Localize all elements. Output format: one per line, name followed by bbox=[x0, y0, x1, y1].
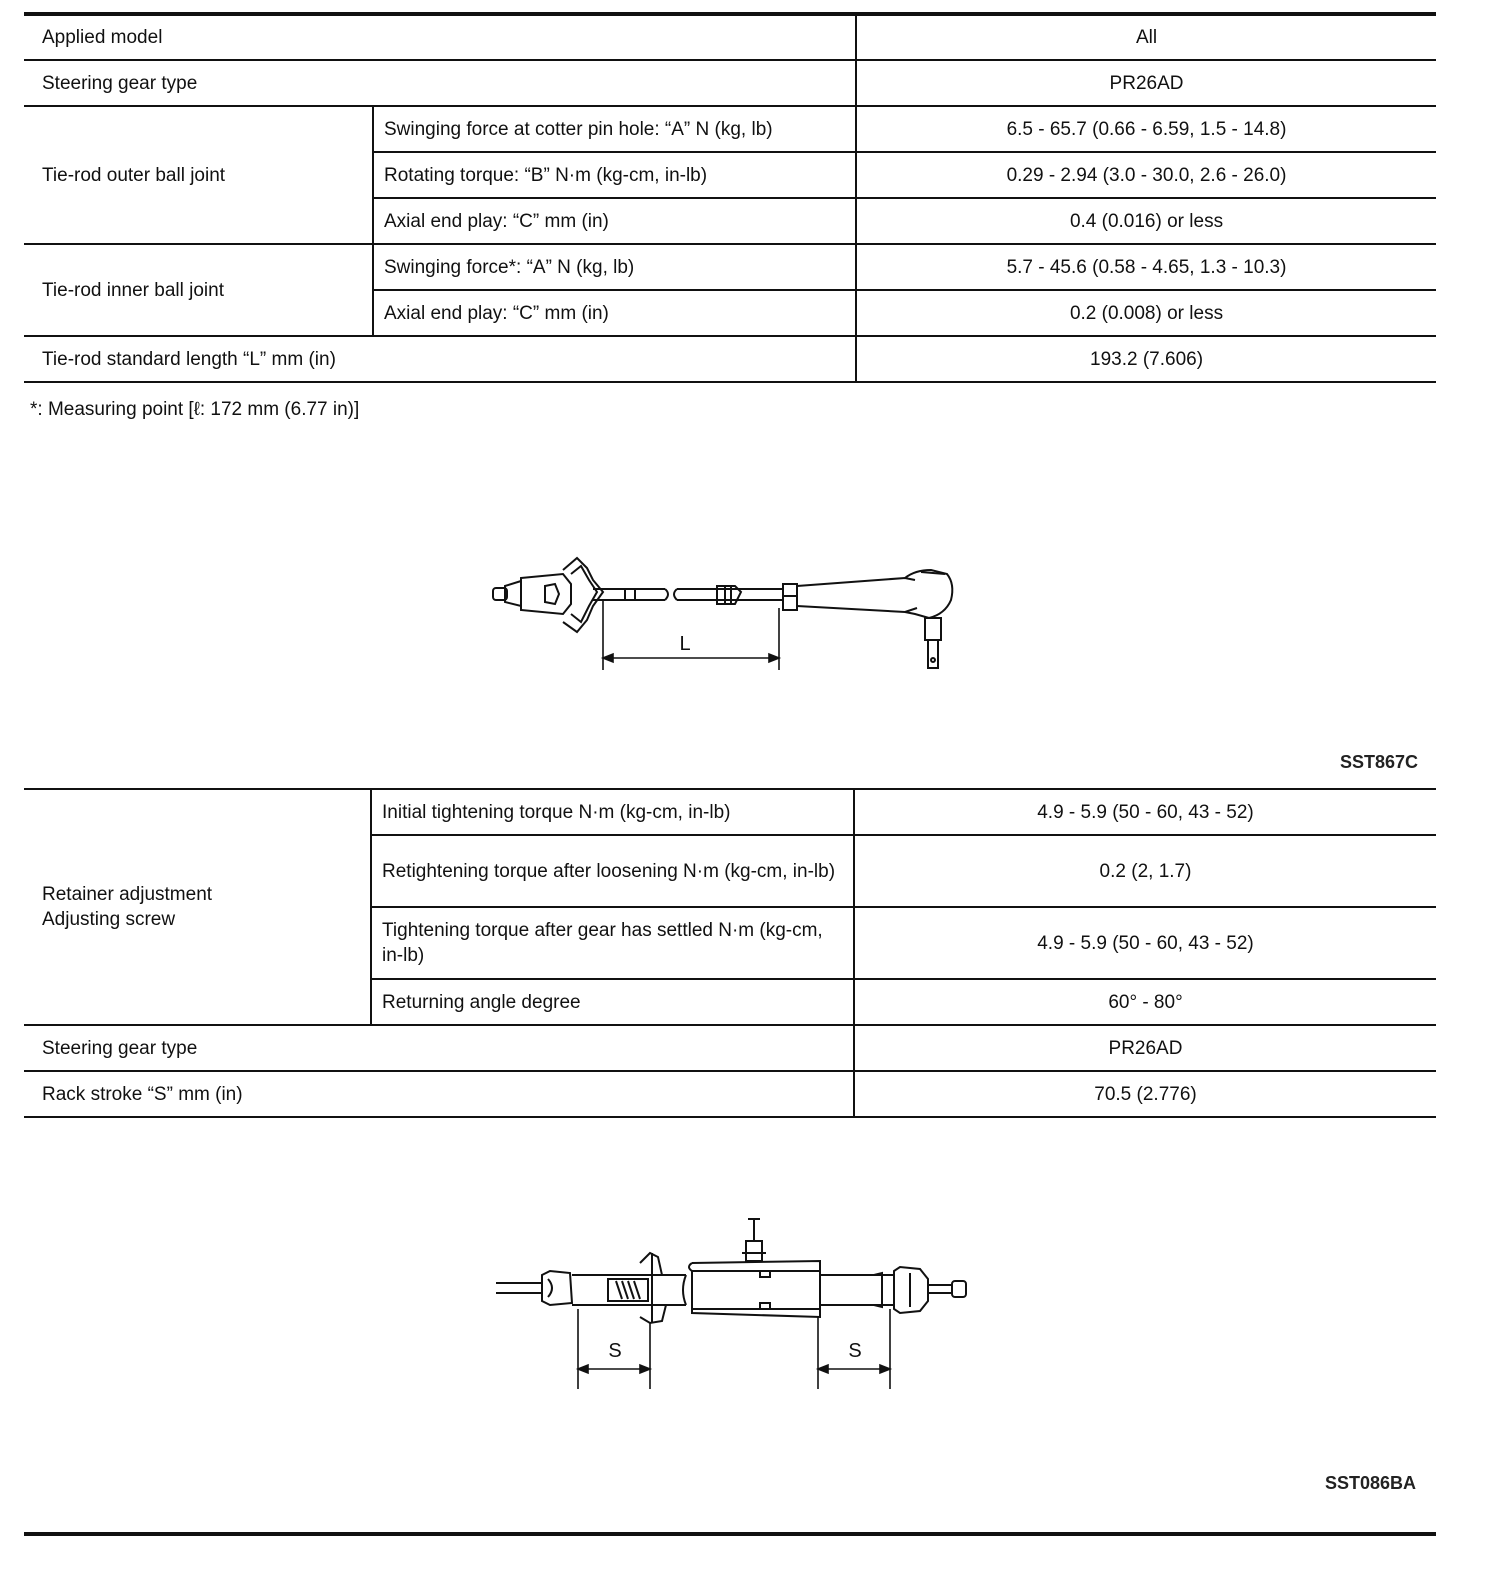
bottom-rule bbox=[24, 1532, 1436, 1536]
table-row bbox=[24, 106, 1436, 152]
outer-rotating-torque-label: Rotating torque: “B” N·m (kg-cm, in-lb) bbox=[373, 152, 856, 198]
tie-rod-spec-table bbox=[24, 12, 1436, 383]
figure-code-sst867c: SST867C bbox=[1339, 752, 1418, 772]
retainer-adjustment-line1: Retainer adjustment bbox=[42, 884, 213, 905]
outer-swinging-force-label: Swinging force at cotter pin hole: “A” N (kg, lb) bbox=[373, 106, 856, 152]
applied-model-label: Applied model bbox=[24, 14, 856, 60]
table-row bbox=[24, 789, 1436, 835]
gear-type-value-2: PR26AD bbox=[854, 1025, 1436, 1071]
table-row bbox=[24, 336, 1436, 382]
outer-axial-play-label: Axial end play: “C” mm (in) bbox=[373, 198, 856, 244]
initial-torque-label: Initial tightening torque N·m (kg-cm, in-lb) bbox=[371, 789, 854, 835]
gear-type-label: Steering gear type bbox=[24, 60, 856, 106]
table-row bbox=[24, 14, 1436, 60]
outer-rotating-torque-value: 0.29 - 2.94 (3.0 - 30.0, 2.6 - 26.0) bbox=[856, 152, 1436, 198]
inner-axial-play-value: 0.2 (0.008) or less bbox=[856, 290, 1436, 336]
tie-rod-diagram bbox=[485, 548, 985, 678]
retainer-adjustment-table bbox=[24, 788, 1436, 1118]
dimension-l-label: L bbox=[679, 633, 691, 655]
settled-torque-value: 4.9 - 5.9 (50 - 60, 43 - 52) bbox=[854, 907, 1436, 979]
inner-swinging-force-value: 5.7 - 45.6 (0.58 - 4.65, 1.3 - 10.3) bbox=[856, 244, 1436, 290]
table-row bbox=[24, 244, 1436, 290]
dimension-s-right-label: S bbox=[848, 1340, 862, 1362]
initial-torque-value: 4.9 - 5.9 (50 - 60, 43 - 52) bbox=[854, 789, 1436, 835]
rack-stroke-value: 70.5 (2.776) bbox=[854, 1071, 1436, 1117]
dimension-s-left-label: S bbox=[608, 1340, 622, 1362]
measuring-point-note: *: Measuring point [ℓ: 172 mm (6.77 in)] bbox=[30, 399, 360, 420]
tie-rod-length-label: Tie-rod standard length “L” mm (in) bbox=[24, 336, 856, 382]
rack-stroke-label: Rack stroke “S” mm (in) bbox=[24, 1071, 854, 1117]
gear-type-label-2: Steering gear type bbox=[24, 1025, 854, 1071]
settled-torque-label: Tightening torque after gear has settled N·m (kg-cm, in-lb) bbox=[371, 907, 854, 979]
outer-ball-joint-label: Tie-rod outer ball joint bbox=[24, 106, 373, 244]
inner-axial-play-label: Axial end play: “C” mm (in) bbox=[373, 290, 856, 336]
figure-code-sst086ba: SST086BA bbox=[1324, 1473, 1416, 1493]
table-row bbox=[24, 1025, 1436, 1071]
applied-model-value: All bbox=[856, 14, 1436, 60]
returning-angle-value: 60° - 80° bbox=[854, 979, 1436, 1025]
retightening-torque-label: Retightening torque after loosening N·m (kg-cm, in-lb) bbox=[371, 835, 854, 907]
retainer-adjustment-label bbox=[24, 789, 371, 1025]
rack-stroke-diagram bbox=[490, 1213, 980, 1393]
gear-type-value: PR26AD bbox=[856, 60, 1436, 106]
returning-angle-label: Returning angle degree bbox=[371, 979, 854, 1025]
inner-ball-joint-label: Tie-rod inner ball joint bbox=[24, 244, 373, 336]
table-row bbox=[24, 60, 1436, 106]
outer-swinging-force-value: 6.5 - 65.7 (0.66 - 6.59, 1.5 - 14.8) bbox=[856, 106, 1436, 152]
tie-rod-length-value: 193.2 (7.606) bbox=[856, 336, 1436, 382]
inner-swinging-force-label: Swinging force*: “A” N (kg, lb) bbox=[373, 244, 856, 290]
retainer-adjustment-line2: Adjusting screw bbox=[42, 909, 176, 930]
table-row bbox=[24, 1071, 1436, 1117]
outer-axial-play-value: 0.4 (0.016) or less bbox=[856, 198, 1436, 244]
retightening-torque-value: 0.2 (2, 1.7) bbox=[854, 835, 1436, 907]
